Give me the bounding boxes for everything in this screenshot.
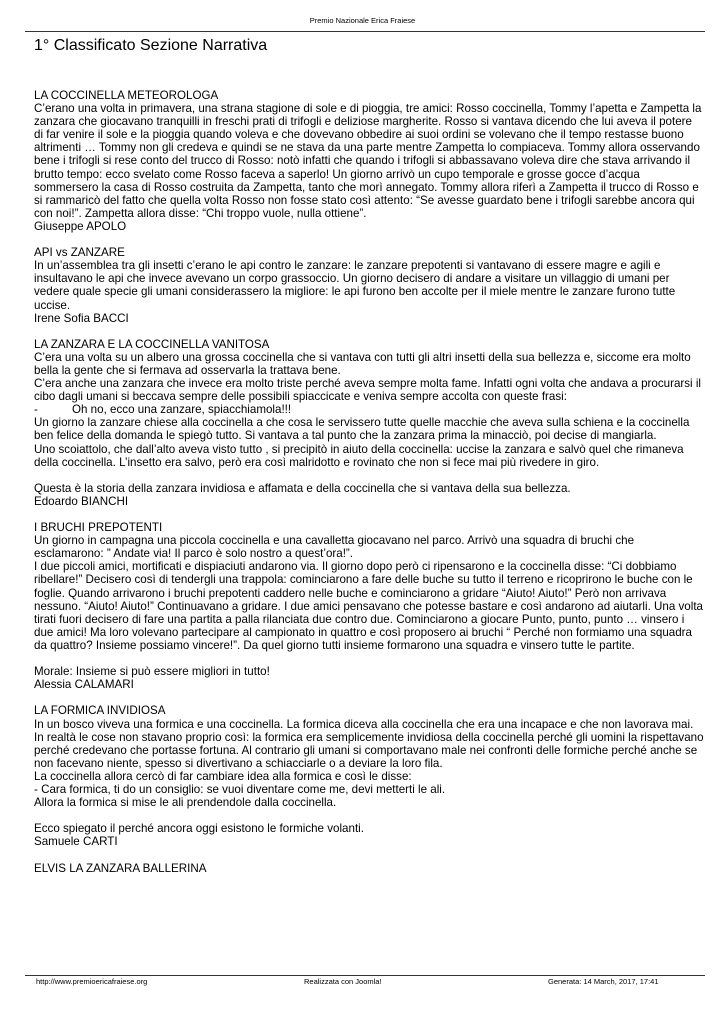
story-paragraph: I due piccoli amici, mortificati e dispiaciuti andarono via. Il giorno dopo però ci ripensarono e la coccinella disse: “Ci dobbiamo ribellare!” Decisero così di tendergli una trappola: cominciarono a fare delle buche su tutto il terreno e ricoprirono le buche con le foglie. Quando arrivarono i bruchi prepotenti caddero nelle buche e cominciarono a gridare “Aiuto! Aiuto!” Però non arrivava nessuno. “Aiuto! Aiuto!” Continuavano a gridare. I due amici pensavano che potesse bastare e così andarono ad aiutarli. Una volta tirati fuori decisero di fare una partita a palla rilanciata due contro due. Cominciarono a giocare Punto, punto, punto … vinsero i due amici! Ma loro volevano partecipare al campionato in quattro e così proposero ai bruchi “ Perché non formiamo una squadra da quattro? Insieme possiamo vincere!”. Da quel giorno tutti insieme formarono una squadra e vinsero tutte le partite.: [34, 560, 703, 652]
dialogue-text: Oh no, ecco una zanzare, spiacchiamola!!!: [72, 403, 292, 417]
story-elvis-zanzara-ballerina: [34, 862, 704, 875]
story-paragraph: Un giorno in campagna una piccola coccinella e una cavalletta giocavano nel parco. Arrivò una squadra di bruchi che esclamarono: ” Andate via! Il parco è solo nostro a quest’ora!”.: [34, 534, 635, 561]
blank-line: [34, 809, 704, 822]
story-api-vs-zanzare: [34, 246, 704, 325]
header-divider: [25, 31, 705, 32]
story-coccinella-meteorologa: [34, 89, 704, 233]
story-paragraph: C’erano una volta in primavera, una strana stagione di sole e di pioggia, tre amici: Rosso coccinella, Tommy l’apetta e Zampetta la zanzara che giocavano tranquilli in freschi prati di trifogli e deliziose margherite. Rosso si vantava dicendo che lui aveva il potere di far venire il sole e la pioggia quando voleva e che dovevano obbedire ai suoi ordini se volevano che il tempo restasse buono altrimenti … Tommy non gli credeva e quindi se ne stava da una parte mentre Zampetta lo compiaceva. Tommy allora osservando bene i trifogli si rese conto del trucco di Rosso: notò infatti che quando i trifogli si abbassavano voleva dire che stava arrivando il brutto tempo: ecco svelato come Rosso faceva a saperlo! Un giorno arrivò un cupo temporale e grosse gocce d’acqua sommersero la casa di Rosso costruita da Zampetta, tanto che morì annegato. Tommy allora riferì a Zampetta il trucco di Rosso e si rammaricò del fatto che quella volta Rosso non fosse stato così attento: “Se avesse guardato bene i trifogli sarebbe ancora qui con noi!”. Zampetta allora disse: “Chi troppo vuole, nulla ottiene”.: [34, 102, 702, 220]
story-title: ELVIS LA ZANZARA BALLERINA: [34, 861, 207, 875]
story-author: Samuele CARTI: [34, 835, 118, 849]
story-paragraph: - Cara formica, ti do un consiglio: se vuoi diventare come me, devi metterti le ali.: [34, 782, 446, 796]
story-paragraph: C’era anche una zanzara che invece era molto triste perché aveva sempre molta fame. Infatti ogni volta che andava a procurarsi il cibo dagli umani si beccava sempre delle possibili spiaccicate e veniva sempre accolta con queste frasi:: [34, 377, 701, 404]
site-title: Premio Nazionale Erica Fraiese: [309, 16, 416, 25]
story-paragraph: La coccinella allora cercò di far cambiare idea alla formica e così le disse:: [34, 769, 412, 783]
story-paragraph: In un bosco viveva una formica e una coccinella. La formica diceva alla coccinella che era una incapace e che non lavorava mai. In realtà le cose non stavano proprio così: la formica era semplicemente invidiosa della coccinella perché gli uomini la rispettavano perché credevano che portasse fortuna. Al contrario gli umani si comportavano male nei confronti delle formiche perché anche se non facevano niente, spesso si divertivano a schiacciarle o a deviare la loro fila.: [34, 717, 704, 770]
story-paragraph: C’era una volta su un albero una grossa coccinella che si vantava con tutti gli altri insetti della sua bellezza e, siccome era molto bella la gente che si fermava ad osservarla la trattava bene.: [34, 350, 691, 377]
story-paragraph: Allora la formica si mise le ali prendendole dalla coccinella.: [34, 796, 337, 810]
article-body: [34, 89, 704, 888]
story-closing: Morale: Insieme si può essere migliori in tutto!: [34, 665, 270, 679]
story-paragraph: Un giorno la zanzare chiese alla coccinella a che cosa le servissero tutte quelle macchie che aveva sulla schiena e la coccinella ben felice della domanda le spiegò tutto. Si vantava a tal punto che la zanzara prima la minacciò, poi decise di mangiarla.: [34, 416, 690, 443]
story-title: LA ZANZARA E LA COCCINELLA VANITOSA: [34, 337, 270, 351]
story-paragraph: Uno scoiattolo, che dall’alto aveva visto tutto , si precipitò in aiuto della coccinella: uccise la zanzara e salvò quel che rimaneva della coccinella. L’insetto era salvo, però era così malridotto e rovinato che non si fece mai più rivedere in giro.: [34, 442, 684, 469]
footer-site-url: http://www.premioericafraiese.org: [36, 977, 148, 986]
blank-line: [34, 469, 704, 482]
story-title: LA FORMICA INVIDIOSA: [34, 704, 166, 718]
story-closing: Questa è la storia della zanzara invidiosa e affamata e della coccinella che si vantava della sua bellezza.: [34, 481, 571, 495]
story-closing: Ecco spiegato il perché ancora oggi esistono le formiche volanti.: [34, 822, 364, 836]
blank-line: [34, 652, 704, 665]
footer-built-with: Realizzata con Joomla!: [304, 977, 382, 986]
footer-divider: [25, 975, 705, 976]
story-author: Edoardo BIANCHI: [34, 494, 129, 508]
story-title: I BRUCHI PREPOTENTI: [34, 521, 163, 535]
story-zanzara-coccinella-vanitosa: [34, 338, 704, 508]
story-title: API vs ZANZARE: [34, 246, 125, 260]
footer-generated-date: Generata: 14 March, 2017, 17:41: [548, 977, 659, 986]
story-formica-invidiosa: [34, 704, 704, 848]
story-author: Giuseppe APOLO: [34, 219, 127, 233]
story-title: LA COCCINELLA METEOROLOGA: [34, 89, 219, 102]
story-bruchi-prepotenti: [34, 521, 704, 691]
story-paragraph: In un’assemblea tra gli insetti c’erano le api contro le zanzare: le zanzare prepotenti si vantavano di essere magre e agili e insultavano le api che invece avevano un corpo grassoccio. Un giorno decisero di andare a visitare un villaggio di umani per vedere quale specie gli umani considerassero la migliore: le api furono ben accolte per il miele mentre le zanzare furono tutte uccise.: [34, 259, 676, 312]
page-title: 1° Classificato Sezione Narrativa: [34, 37, 268, 54]
story-author: Alessia CALAMARI: [34, 678, 134, 692]
page-header: [0, 16, 725, 25]
story-author: Irene Sofia BACCI: [34, 311, 129, 325]
dialogue-line: [34, 403, 704, 416]
dialogue-dash: -: [34, 403, 38, 417]
